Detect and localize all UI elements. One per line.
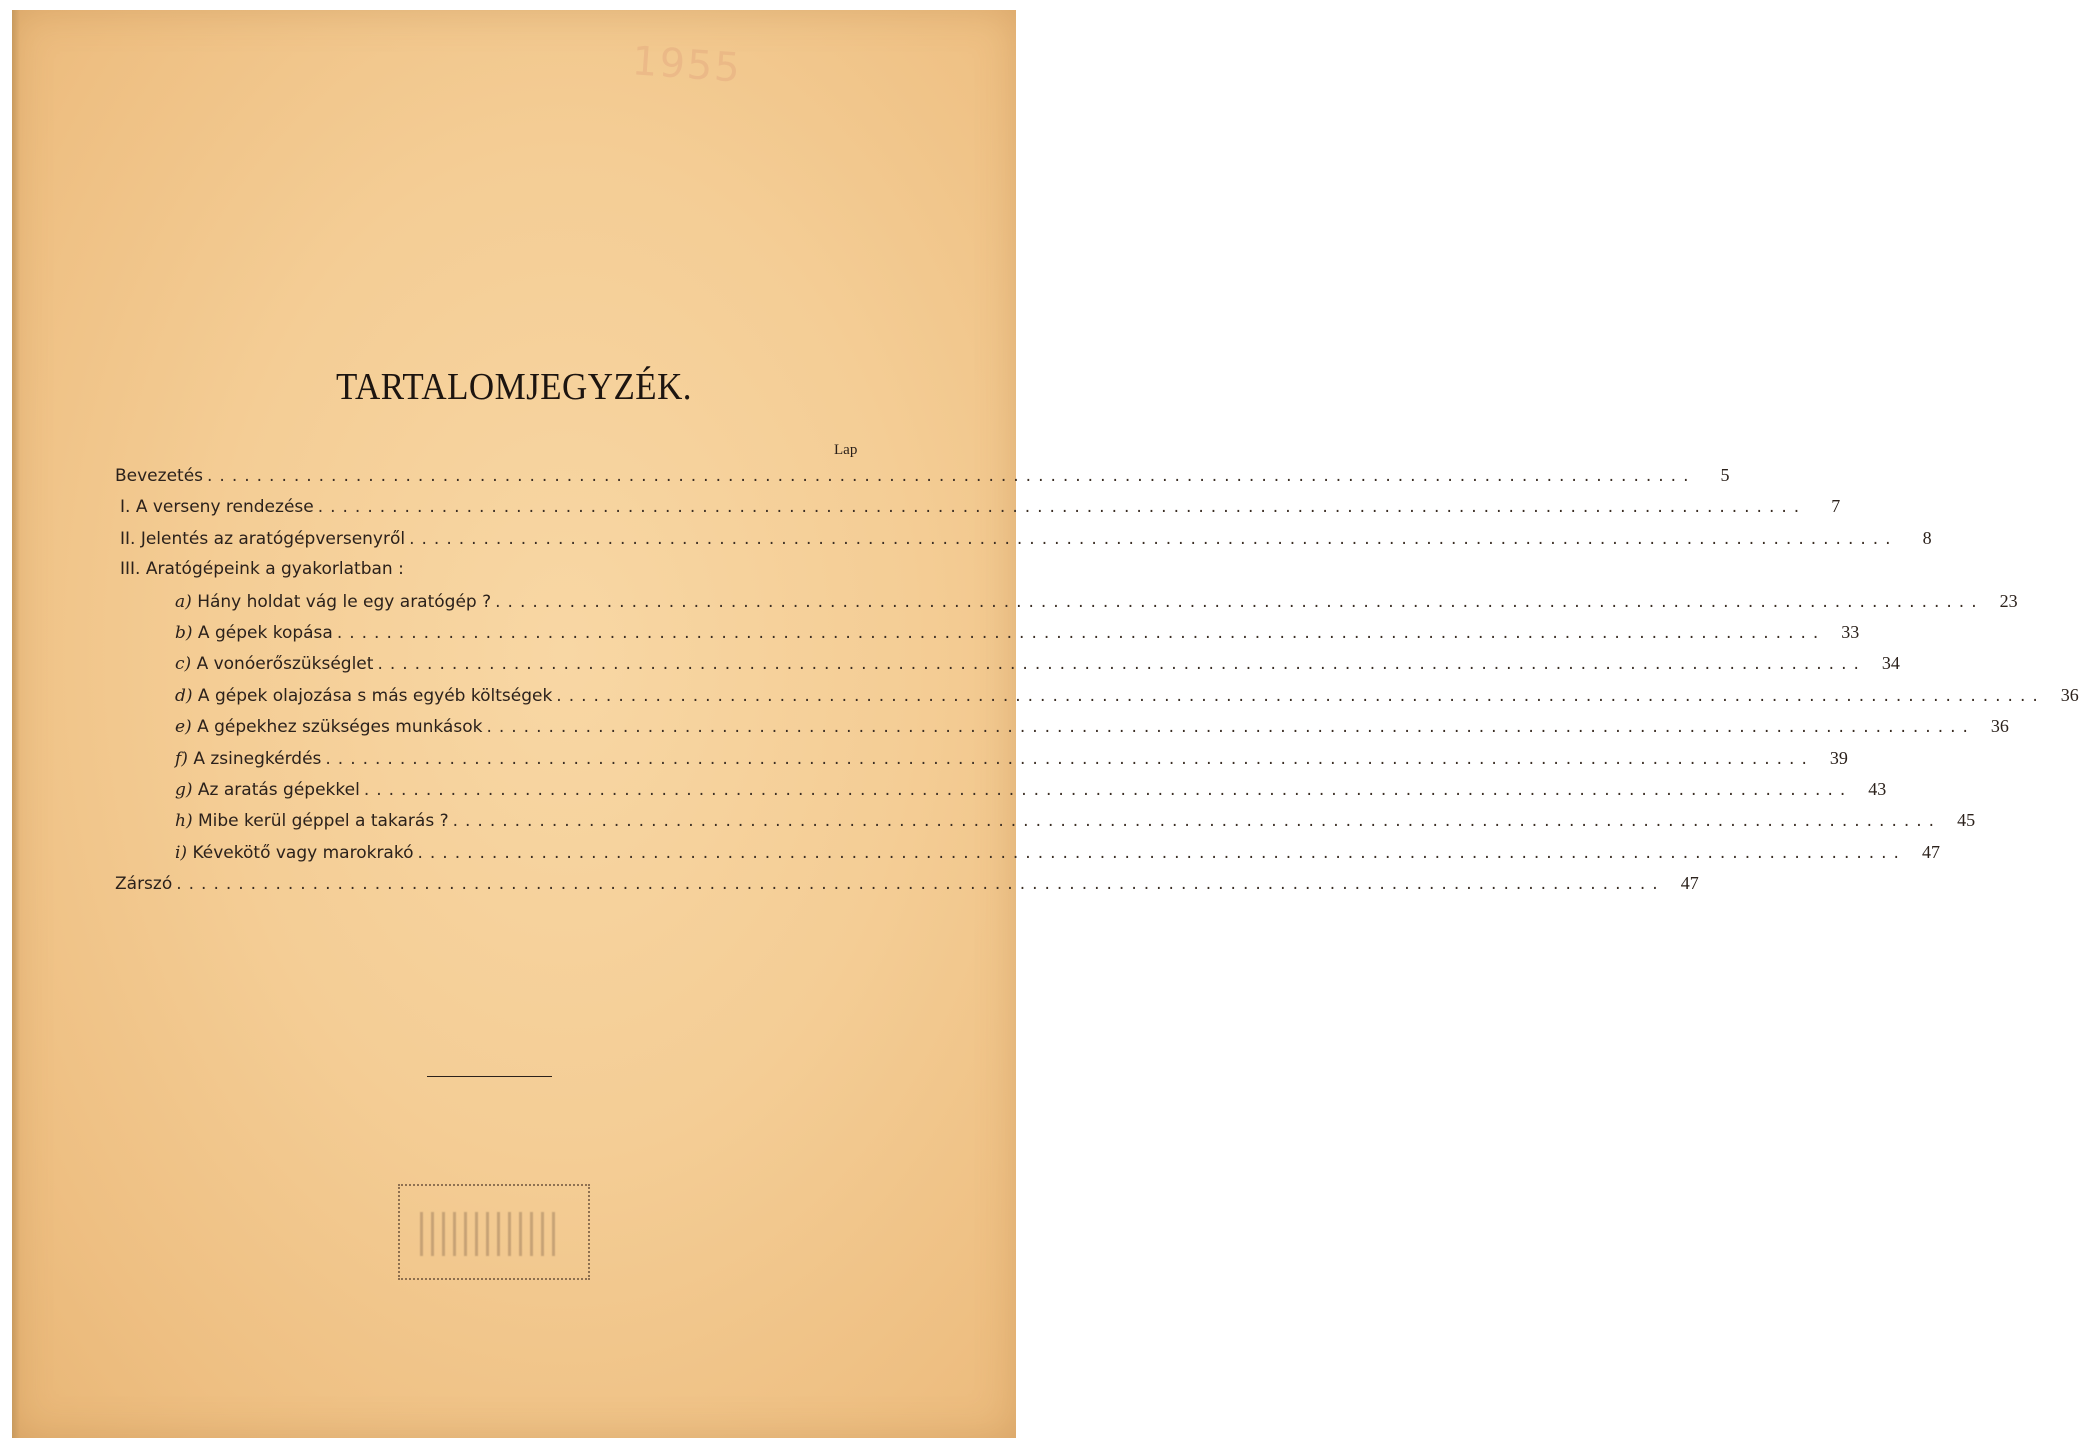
toc-entry-text: Az aratás gépekkel xyxy=(197,780,360,800)
toc-entry-marker: f) xyxy=(175,748,188,769)
stamp-ink-smudge xyxy=(420,1212,560,1256)
toc-entry xyxy=(115,873,1699,899)
toc-entry-text: A vonóerőszükséglet xyxy=(196,654,374,675)
toc-leader-dots: ........................................................................................................................ xyxy=(317,497,1807,518)
toc-leader-dots: ........................................................................................................................ xyxy=(176,874,1665,895)
toc-page-number: 36 xyxy=(2060,684,2079,705)
toc-entry xyxy=(175,841,1940,868)
toc-entry-label xyxy=(120,529,405,549)
toc-entry-label xyxy=(175,623,333,643)
toc-page-number: 23 xyxy=(1999,590,2018,611)
toc-page-number: 36 xyxy=(1990,716,2009,737)
toc-entry xyxy=(175,716,2009,742)
toc-entry-text: II. Jelentés az aratógépversenyről xyxy=(120,528,406,549)
toc-entry-label xyxy=(175,811,449,831)
toc-entry-marker: e) xyxy=(175,717,192,738)
toc-page-number: 33 xyxy=(1841,622,1860,642)
toc-page-number: 45 xyxy=(1957,810,1976,831)
toc-entry xyxy=(175,779,1887,805)
toc-entry-marker: g) xyxy=(175,780,193,800)
toc-entry-marker: c) xyxy=(175,654,192,675)
toc-page-number: 43 xyxy=(1868,779,1887,799)
toc-leader-dots: ........................................................................................................................ xyxy=(486,717,1975,738)
toc-entry-label xyxy=(175,780,360,800)
toc-leader-dots: ........................................................................................................................ xyxy=(363,780,1853,800)
toc-entry-label xyxy=(175,686,552,706)
toc-leader-dots: ........................................................................................................................ xyxy=(452,811,1942,832)
page-edge-shadow xyxy=(12,10,20,1438)
toc-entry-text: A gépek kopása xyxy=(197,623,333,643)
toc-entry xyxy=(120,496,1841,522)
toc-entry xyxy=(120,559,864,585)
toc-entry xyxy=(175,590,2018,617)
toc-page-number: 7 xyxy=(1831,496,1841,517)
toc-entry-marker: d) xyxy=(175,685,193,706)
library-stamp xyxy=(398,1184,590,1280)
toc-entry-text: A gépekhez szükséges munkások xyxy=(197,717,483,738)
toc-entry-label xyxy=(120,497,314,517)
document-page xyxy=(12,10,2079,1438)
toc-leader-dots: ........................................................................................................................ xyxy=(377,654,1866,675)
toc-entry-text: Zárszó xyxy=(115,874,173,895)
toc-entry-text: Hány holdat vág le egy aratógép ? xyxy=(197,591,492,612)
toc-entry xyxy=(120,527,1932,554)
toc-entry-label xyxy=(120,559,404,579)
toc-leader-dots: ........................................................................................................................ xyxy=(495,591,1984,612)
toc-entry-marker: b) xyxy=(175,623,193,643)
toc-entry-label xyxy=(115,466,203,486)
page-title: TARTALOMJEGYZÉK. xyxy=(335,366,693,408)
toc-page-number: 8 xyxy=(1922,527,1932,548)
toc-page-number: 39 xyxy=(1829,747,1848,768)
toc-entry-marker: h) xyxy=(175,811,193,832)
toc-entry-text: III. Aratógépeink a gyakorlatban : xyxy=(120,559,404,580)
faded-year-stamp: 1955 xyxy=(630,38,744,92)
toc-page-number: 34 xyxy=(1881,653,1900,674)
toc-leader-dots: ........................................................................................................................ xyxy=(336,623,1826,643)
toc-leader-dots: ........................................................................................................................ xyxy=(417,842,1906,863)
toc-entry-label xyxy=(175,843,414,863)
toc-entry xyxy=(175,684,2079,711)
toc-entry-text: A zsinegkérdés xyxy=(193,748,322,769)
toc-entry xyxy=(175,810,1976,836)
toc-entry-label xyxy=(175,654,373,674)
toc-leader-dots: ........................................................................................................................ xyxy=(556,685,2045,706)
toc-leader-dots: ........................................................................................................................ xyxy=(207,466,1696,486)
divider-rule xyxy=(427,1076,552,1077)
toc-entry-text: Kévekötő vagy marokrakó xyxy=(192,842,414,863)
toc-entry-label xyxy=(175,717,482,737)
toc-entry-text: Bevezetés xyxy=(115,466,204,486)
page-column-header: Lap xyxy=(834,442,858,458)
toc-entry xyxy=(175,747,1848,774)
toc-entry-marker: i) xyxy=(175,842,188,863)
toc-page-number: 5 xyxy=(1720,465,1730,485)
toc-entry xyxy=(115,465,1730,491)
toc-leader-dots: ........................................................................................................................ xyxy=(409,528,1898,549)
toc-entry-marker: a) xyxy=(175,591,192,612)
toc-entry-label xyxy=(115,874,172,894)
toc-entry-text: I. A verseny rendezése xyxy=(120,497,314,518)
toc-page-number: 47 xyxy=(1921,841,1940,862)
toc-leader-dots: ........................................................................................................................ xyxy=(325,748,1814,769)
toc-entry xyxy=(175,653,1900,679)
toc-page-number: 47 xyxy=(1680,873,1699,894)
toc-entry-text: Mibe kerül géppel a takarás ? xyxy=(198,811,449,832)
toc-entry-label xyxy=(175,592,491,612)
toc-entry xyxy=(175,622,1860,648)
toc-entry-text: A gépek olajozása s más egyéb költségek xyxy=(197,685,553,706)
toc-entry-label xyxy=(175,749,321,769)
